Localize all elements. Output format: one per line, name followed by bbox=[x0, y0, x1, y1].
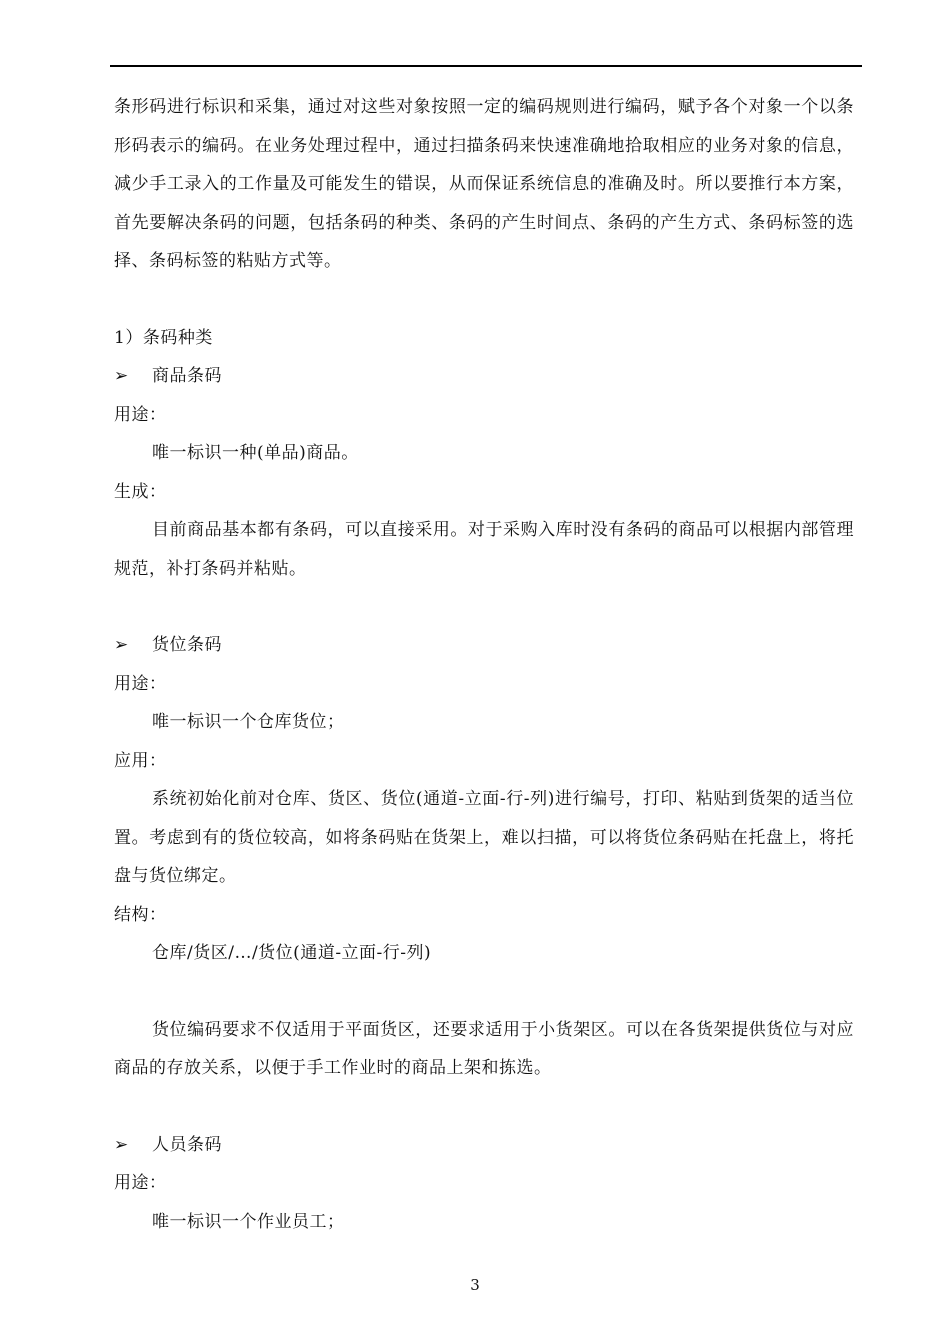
arrow-bullet-icon: ➢ bbox=[114, 1134, 129, 1155]
header-rule bbox=[110, 65, 862, 67]
intro-paragraph: 条形码进行标识和采集，通过对这些对象按照一定的编码规则进行编码，赋予各个对象一个以条形码表示的编码。在业务处理过程中，通过扫描条码来快速准确地拾取相应的业务对象的信息，减少手工录入的工作量及可能发生的错误，从而保证系统信息的准确及时。所以要推行本方案，首先要解决条码的问题，包括条码的种类、条码的产生时间点、条码的产生方式、条码标签的选择、条码标签的粘贴方式等。 bbox=[114, 97, 854, 271]
item-title: 货位条码 bbox=[152, 635, 222, 655]
bullet-item-goods bbox=[114, 357, 854, 396]
usage-label: 用途： bbox=[114, 673, 167, 694]
bullet-item-location bbox=[114, 626, 854, 665]
section-heading: 1）条码种类 bbox=[114, 327, 213, 348]
page-body bbox=[114, 88, 854, 1241]
generation-text: 目前商品基本都有条码，可以直接采用。对于采购入库时没有条码的商品可以根据内部管理规范，补打条码并粘贴。 bbox=[114, 520, 854, 579]
usage-label: 用途： bbox=[114, 404, 167, 425]
item-title: 人员条码 bbox=[152, 1134, 222, 1155]
usage-text: 唯一标识一个作业员工； bbox=[152, 1211, 345, 1232]
application-label: 应用： bbox=[114, 750, 167, 771]
structure-label: 结构： bbox=[114, 904, 167, 925]
item-title: 商品条码 bbox=[152, 366, 222, 386]
page-number: 3 bbox=[470, 1276, 480, 1294]
location-note: 货位编码要求不仅适用于平面货区，还要求适用于小货架区。可以在各货架提供货位与对应商品的存放关系，以便于手工作业时的商品上架和拣选。 bbox=[114, 1019, 854, 1078]
structure-text: 仓库/货区/…/货位(通道-立面-行-列) bbox=[152, 943, 432, 963]
arrow-bullet-icon: ➢ bbox=[114, 366, 129, 386]
usage-text: 唯一标识一个仓库货位； bbox=[152, 712, 345, 732]
generation-label: 生成： bbox=[114, 481, 167, 502]
usage-text: 唯一标识一种(单品)商品。 bbox=[152, 443, 359, 463]
arrow-bullet-icon: ➢ bbox=[114, 635, 129, 655]
bullet-item-staff bbox=[114, 1126, 854, 1165]
usage-label: 用途： bbox=[114, 1173, 167, 1193]
application-text: 系统初始化前对仓库、货区、货位(通道-立面-行-列)进行编号，打印、粘贴到货架的适当位置。考虑到有的货位较高，如将条码贴在货架上，难以扫描，可以将货位条码贴在托盘上，将托盘与货位绑定。 bbox=[114, 789, 854, 886]
